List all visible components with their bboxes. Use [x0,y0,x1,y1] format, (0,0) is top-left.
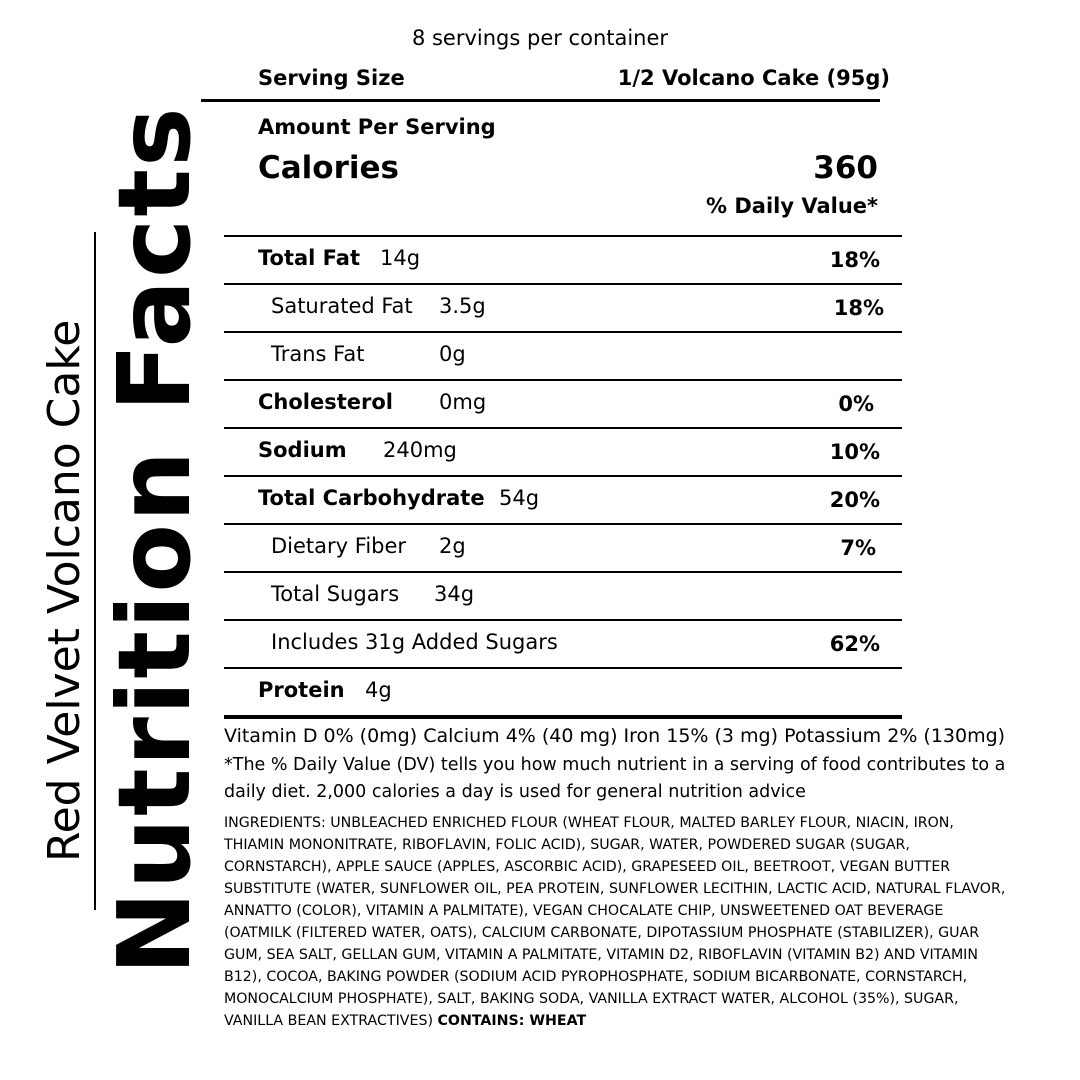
nutrient-table-bottom-rule [224,715,902,719]
ingredients-list: INGREDIENTS: UNBLEACHED ENRICHED FLOUR (WHEAT FLOUR, MALTED BARLEY FLOUR, NIACIN, IRON, THIAMIN MONONITRATE, RIBOFLAVIN, FOLIC ACID), SUGAR, WATER, POWDERED SUGAR (SUGAR, CORNSTARCH), APPLE SAUCE (APPLES, ASCORBIC ACID), GRAPESEED OIL, BEETROOT, VEGAN BUTTER SUBSTITUTE (WATER, SUNFLOWER OIL, PEA PROTEIN, SUNFLOWER LECITHIN, LACTIC ACID, NATURAL FLAVOR, ANNATTO (COLOR), VITAMIN A PALMITATE), VEGAN CHOCALATE CHIP, UNSWEETENED OAT BEVERAGE (OATMILK (FILTERED WATER, OATS), CALCIUM CARBONATE, DIPOTASSIUM PHOSPHATE (STABILIZER), GUAR GUM, SEA SALT, GELLAN GUM, VITAMIN A PALMITATE, VITAMIN D2, RIBOFLAVIN (VITAMIN B2) AND VITAMIN B12), COCOA, BAKING POWDER (SODIUM ACID PYROPHOSPHATE, SODIUM BICARBONATE, CORNSTARCH, MONOCALCIUM PHOSPHATE), SALT, BAKING SODA, VANILLA EXTRACT WATER, ALCOHOL (35%), SUGAR, VANILLA BEAN EXTRACTIVES) [224,815,1006,1029]
serving-size-row [258,66,890,90]
nutrient-label: Cholesterol [258,390,393,414]
nutrient-amount: 14g [380,246,421,270]
nutrient-table [224,235,902,719]
nutrient-label: Dietary Fiber [271,534,407,558]
nutrient-row-sodium [224,427,902,475]
nutrient-label: Total Sugars [271,582,400,606]
ingredients-text [224,812,1014,1032]
nutrient-label: Saturated Fat [271,294,413,318]
product-name: Red Velvet Volcano Cake [39,319,90,862]
nutrient-dv: 62% [829,632,880,656]
nutrient-amount: 3.5g [439,294,486,318]
nutrition-facts-title: Nutrition Facts [96,105,213,975]
nutrient-label: Includes 31g Added Sugars [271,630,558,654]
nutrient-row-trans-fat [224,331,902,379]
servings-per-container: 8 servings per container [411,26,669,50]
nutrient-row-protein [224,667,902,715]
calories-value: 360 [813,150,878,186]
nutrient-label: Sodium [258,438,347,462]
nutrient-row-total-carbohydrate [224,475,902,523]
nutrient-dv: 20% [829,488,880,512]
serving-size-value: 1/2 Volcano Cake (95g) [617,66,890,90]
nutrient-amount: 54g [499,486,540,510]
daily-value-footnote: *The % Daily Value (DV) tells you how much nutrient in a serving of food contributes to a daily diet. 2,000 calories a day is used for general nutrition advice [224,755,1006,802]
nutrient-amount: 240mg [383,438,457,462]
nutrient-amount: 4g [365,678,392,702]
vitamins-line: Vitamin D 0% (0mg) Calcium 4% (40 mg) Iron 15% (3 mg) Potassium 2% (130mg) [224,725,1006,747]
nutrient-dv: 18% [833,296,884,320]
nutrient-row-total-fat [224,235,902,283]
nutrient-amount: 34g [434,582,475,606]
nutrient-dv: 10% [829,440,880,464]
nutrient-dv: 7% [840,536,876,560]
nutrient-amount: 0g [439,342,466,366]
serving-divider [201,99,880,102]
nutrient-dv: 0% [838,392,874,416]
nutrient-label: Total Carbohydrate [258,486,485,510]
allergen-statement: CONTAINS: WHEAT [437,1013,587,1029]
nutrient-amount: 2g [439,534,466,558]
nutrient-dv: 18% [829,248,880,272]
nutrient-row-saturated-fat [224,283,902,331]
daily-value-header: % Daily Value* [706,194,878,218]
nutrient-row-dietary-fiber [224,523,902,571]
nutrient-amount: 0mg [439,390,487,414]
nutrient-row-total-sugars [224,571,902,619]
nutrient-row-added-sugars [224,619,902,667]
nutrient-row-cholesterol [224,379,902,427]
amount-per-serving: Amount Per Serving [258,115,496,139]
nutrient-label: Total Fat [258,246,361,270]
nutrient-label: Trans Fat [271,342,365,366]
nutrient-label: Protein [258,678,345,702]
serving-size-label: Serving Size [258,66,405,90]
side-divider [94,232,96,910]
calories-label: Calories [258,150,399,186]
